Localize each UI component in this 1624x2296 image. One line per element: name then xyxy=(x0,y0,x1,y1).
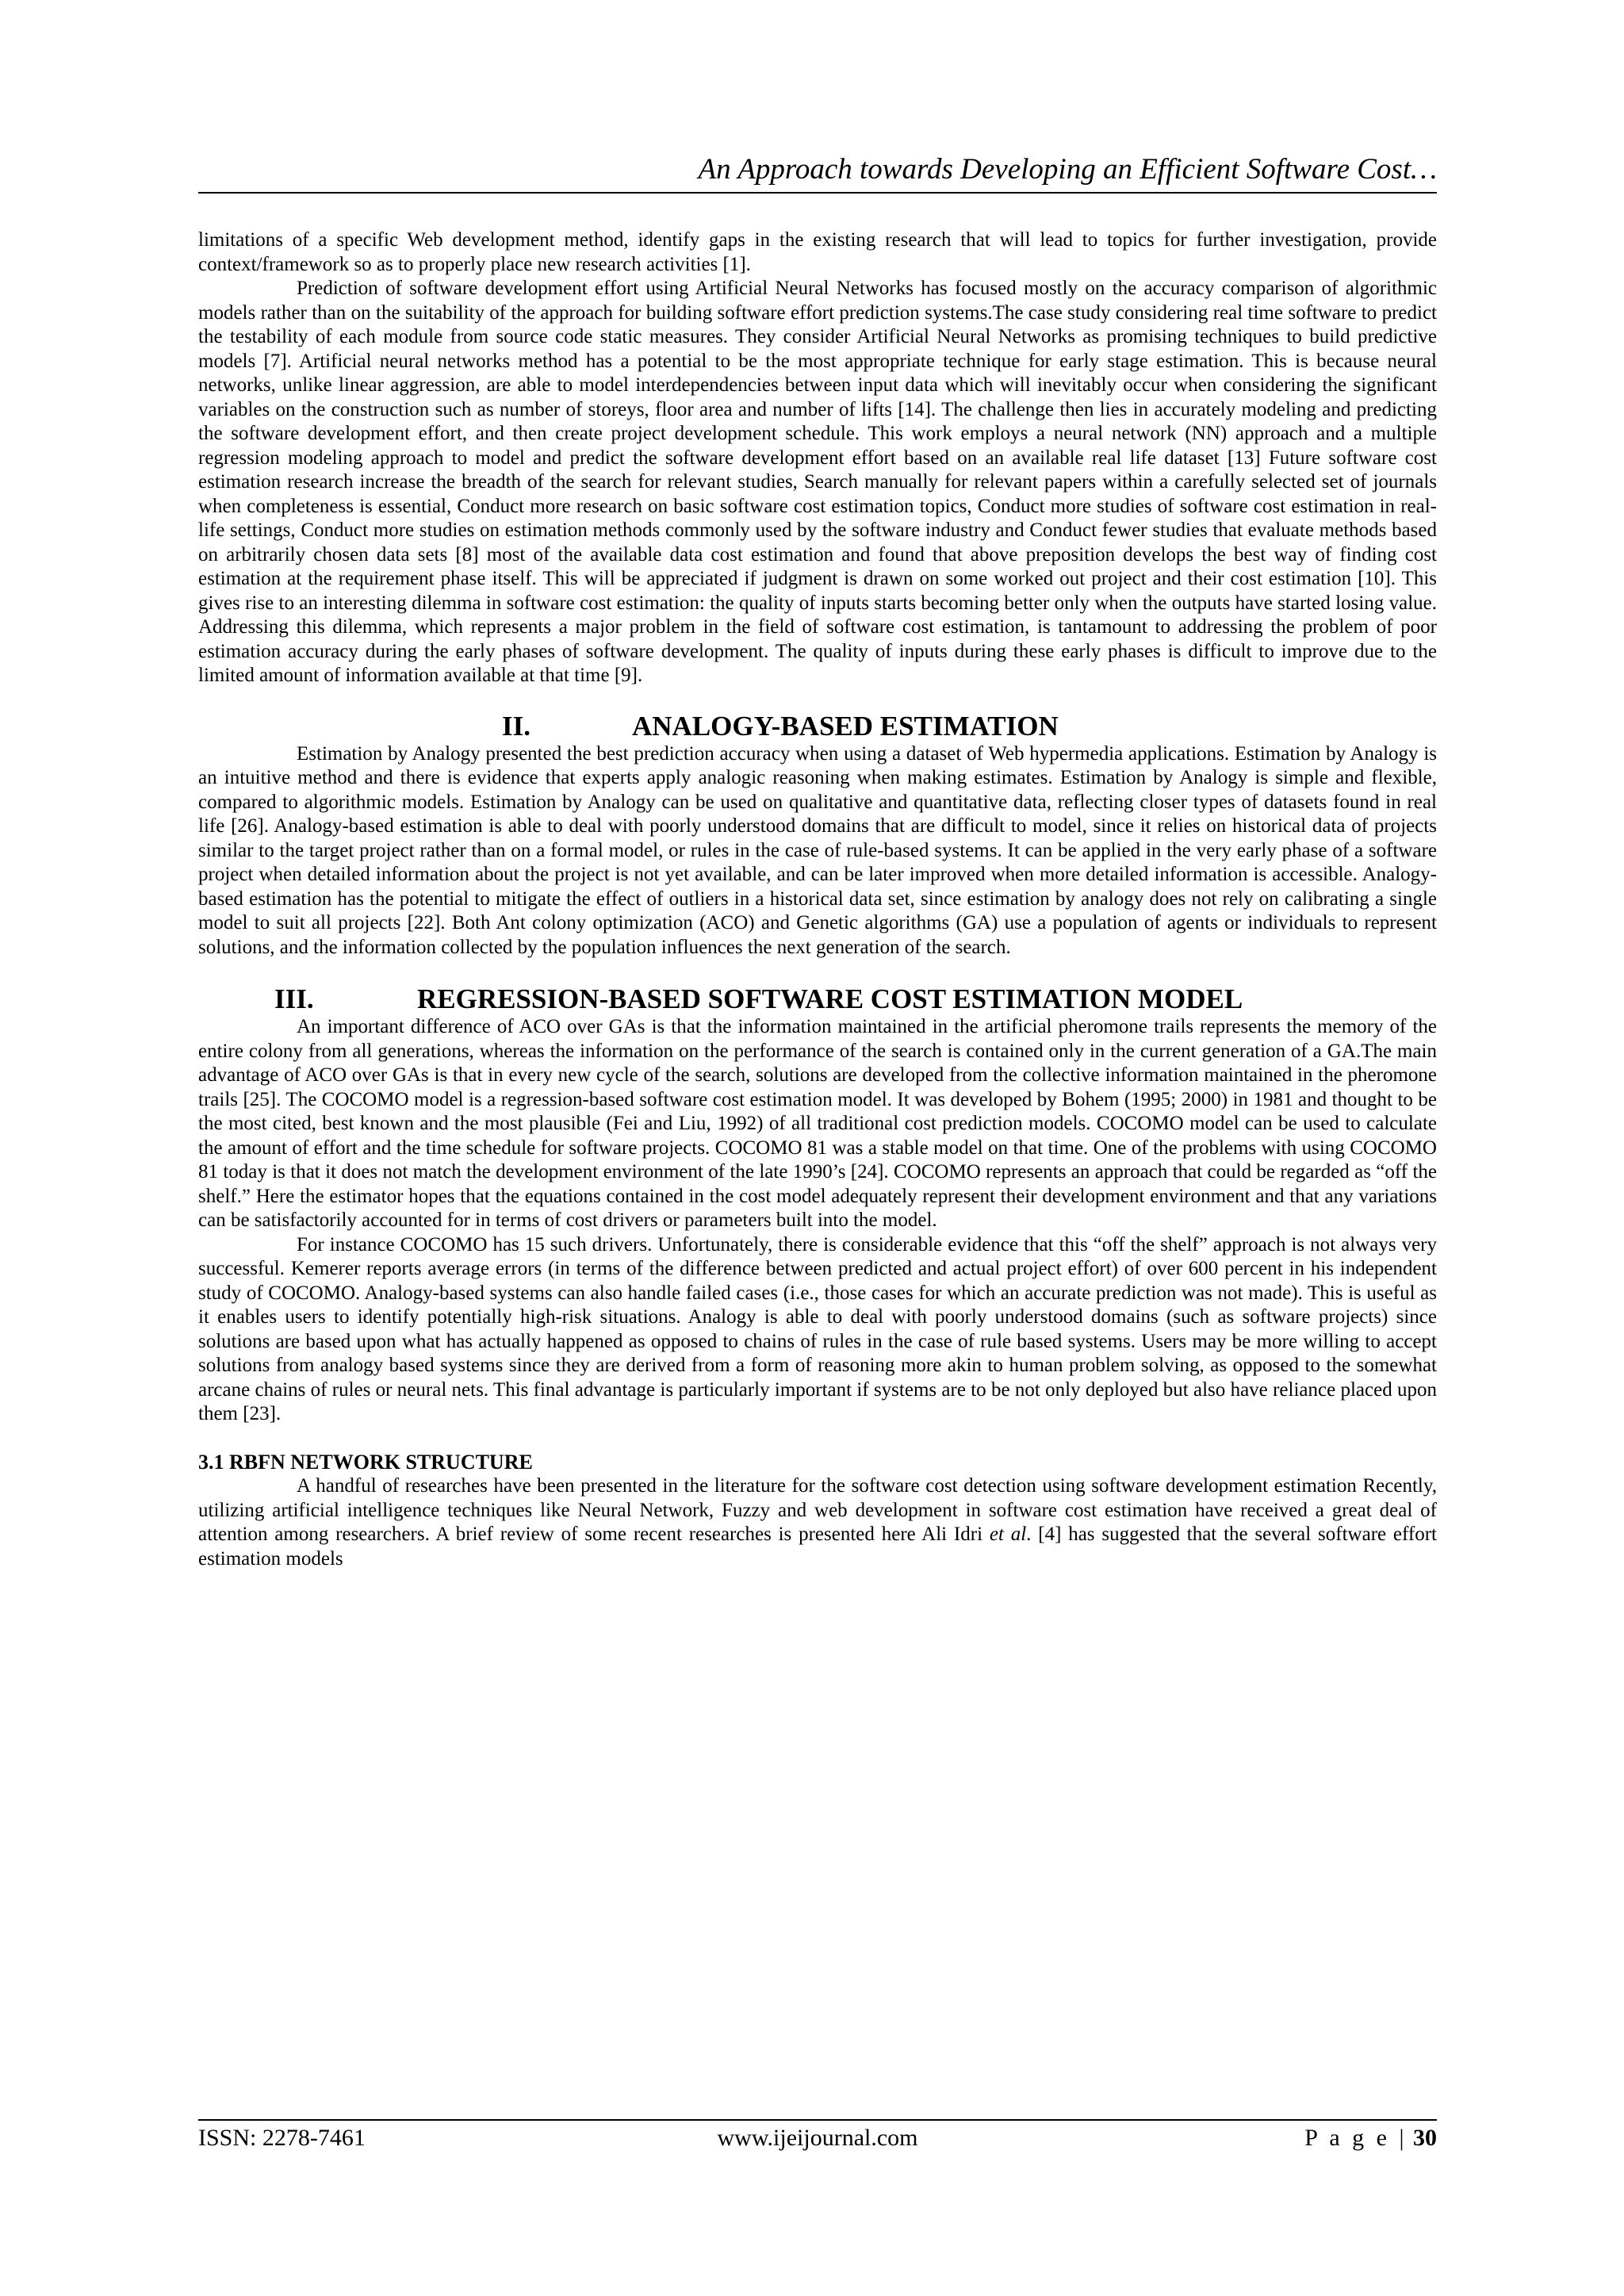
subsection-paragraph-1 xyxy=(198,1474,1437,1571)
subsection-text-tail: . [4] has suggested that the several software effort estimation models xyxy=(198,1524,1437,1570)
footer-website[interactable]: www.ijeijournal.com xyxy=(717,2125,918,2151)
footer-page-info xyxy=(1304,2122,1437,2154)
italic-et-al: et al xyxy=(989,1524,1027,1545)
section2-paragraph-1: Estimation by Analogy presented the best prediction accuracy when using a dataset of Web hypermedia applications. Estimation by Analogy is an intuitive method and there is evidence that experts apply analogic reasoning when making estimates. Estimation by Analogy is simple and flexible, compared to algorithmic models. Estimation by Analogy can be used on qualitative and quantitative data, reflecting closer types of datasets found in real life [26]. Analogy-based estimation is able to deal with poorly understood domains that are difficult to model, since it relies on historical data of projects similar to the target project rather than on a formal model, or rules in the case of rule-based systems. It can be applied in the very early phase of a software project when detailed information about the project is not yet available, and can be later improved when more detailed information is accessible. Analogy-based estimation has the potential to mitigate the effect of outliers in a historical data set, since estimation by analogy does not rely on calibrating a single model to suit all projects [22]. Both Ant colony optimization (ACO) and Genetic algorithms (GA) use a population of agents or individuals to represent solutions, and the information collected by the population influences the next generation of the search. xyxy=(198,742,1437,958)
subsection-text: A handful of researches have been presented in the literature for the software cost detection using software development estimation Recently, utilizing artificial intelligence techniques like Neural Network, Fuzzy and web development in software cost estimation have received a great deal of attention among researchers. A brief review of some recent researches is presented here Ali Idri xyxy=(198,1475,1437,1545)
page-footer xyxy=(198,2122,1437,2154)
section-heading-3 xyxy=(198,983,1437,1015)
section-title: REGRESSION-BASED SOFTWARE COST ESTIMATION MODEL xyxy=(417,983,1243,1014)
section3-paragraph-1: An important difference of ACO over GAs is that the information maintained in the artificial pheromone trails represents the memory of the entire colony from all generations, whereas the information on the performance of the search is contained only in the current generation of a GA.The main advantage of ACO over GAs is that in every new cycle of the search, solutions are developed from the collective information maintained in the pheromone trails [25]. The COCOMO model is a regression-based software cost estimation model. It was developed by Bohem (1995; 2000) in 1981 and thought to be the most cited, best known and the most plausible (Fei and Liu, 1992) of all traditional cost prediction models. COCOMO model can be used to calculate the amount of effort and the time schedule for software projects. COCOMO 81 was a stable model on that time. One of the problems with using COCOMO 81 today is that it does not match the development environment of the late 1990’s [24]. COCOMO represents an approach that could be regarded as “off the shelf.” Here the estimator hopes that the equations contained in the cost model adequately represent their development environment and that any variations can be satisfactorily accounted for in terms of cost drivers or parameters built into the model. xyxy=(198,1016,1437,1231)
header-rule xyxy=(198,192,1437,194)
section-number: III. xyxy=(274,983,314,1014)
footer-rule xyxy=(198,2119,1437,2121)
intro-paragraph-1: limitations of a specific Web development method, identify gaps in the existing research that will lead to topics for further investigation, provide context/framework so as to properly place new research activities [1]. xyxy=(198,229,1437,275)
page-body xyxy=(198,228,1437,1571)
subsection-heading: 3.1 RBFN NETWORK STRUCTURE xyxy=(198,1450,533,1474)
section-title: ANALOGY-BASED ESTIMATION xyxy=(632,710,1059,742)
page-number: 30 xyxy=(1413,2125,1437,2151)
footer-issn: ISSN: 2278-7461 xyxy=(198,2125,366,2151)
running-head: An Approach towards Developing an Efficient Software Cost… xyxy=(698,153,1437,186)
intro-paragraph-2: Prediction of software development effort using Artificial Neural Networks has focused mostly on the accuracy comparison of algorithmic models rather than on the suitability of the approach for building software effort prediction systems.The case study considering real time software to predict the testability of each module from source code static measures. They consider Artificial Neural Networks as promising techniques to build predictive models [7]. Artificial neural networks method has a potential to be the most appropriate technique for early stage estimation. This is because neural networks, unlike linear aggression, are able to model interdependencies between input data which will inevitably occur when considering the significant variables on the construction such as number of storeys, floor area and number of lifts [14]. The challenge then lies in accurately modeling and predicting the software development effort, and then create project development schedule. This work employs a neural network (NN) approach and a multiple regression modeling approach to model and predict the software development effort based on an available real life dataset [13] Future software cost estimation research increase the breadth of the search for relevant studies, Search manually for relevant papers within a carefully selected set of journals when completeness is essential, Conduct more research on basic software cost estimation topics, Conduct more studies of software cost estimation in real-life settings, Conduct more studies on estimation methods commonly used by the software industry and Conduct fewer studies that evaluate methods based on arbitrarily chosen data sets [8] most of the available data cost estimation and found that above preposition develops the best way of finding cost estimation at the requirement phase itself. This will be appreciated if judgment is drawn on some worked out project and their cost estimation [10]. This gives rise to an interesting dilemma in software cost estimation: the quality of inputs starts becoming better only when the outputs have started losing value. Addressing this dilemma, which represents a major problem in the field of software cost estimation, is tantamount to addressing the problem of poor estimation accuracy during the early phases of software development. The quality of inputs during these early phases is difficult to improve due to the limited amount of information available at that time [9]. xyxy=(198,278,1437,686)
section3-paragraph-2: For instance COCOMO has 15 such drivers. Unfortunately, there is considerable evidence that this “off the shelf” approach is not always very successful. Kemerer reports average errors (in terms of the difference between predicted and actual project effort) of over 600 percent in his independent study of COCOMO. Analogy-based systems can also handle failed cases (i.e., those cases for which an accurate prediction was not made). This is useful as it enables users to identify potentially high-risk situations. Analogy is able to deal with poorly understood domains (such as software projects) since solutions are based upon what has actually happened as opposed to chains of rules in the case of rule based systems. Users may be more willing to accept solutions from analogy based systems since they are derived from a form of reasoning more akin to human problem solving, as opposed to the somewhat arcane chains of rules or neural nets. This final advantage is particularly important if systems are to be not only deployed but also have reliance placed upon them [23]. xyxy=(198,1233,1437,1424)
page-label: P a g e | xyxy=(1304,2125,1408,2151)
section-heading-2 xyxy=(198,711,1437,742)
section-number: II. xyxy=(502,710,530,742)
